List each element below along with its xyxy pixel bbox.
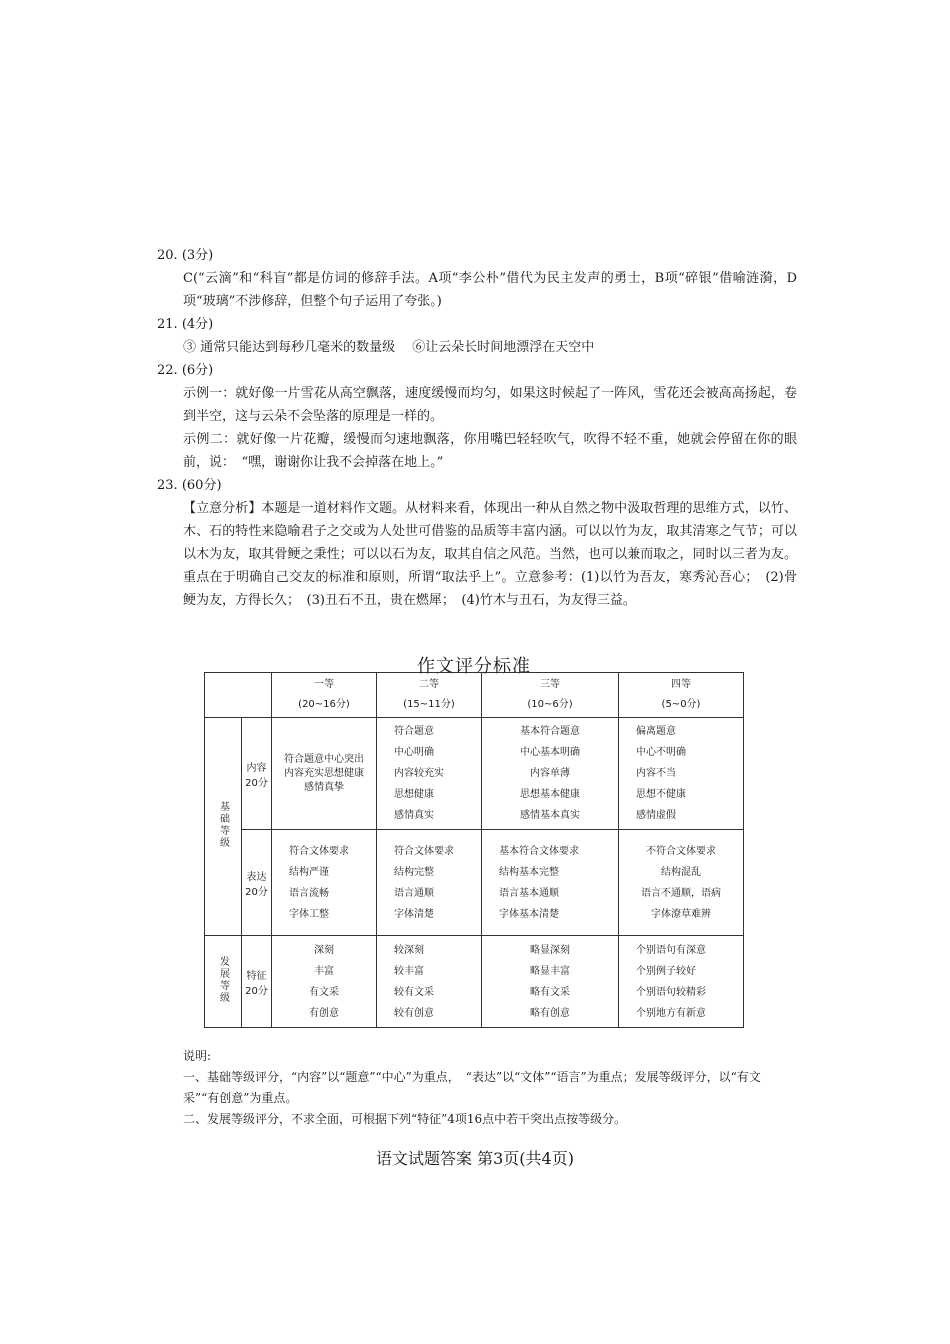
feature-label: 特征 20分 xyxy=(242,936,272,1028)
grade-header-1: 一等 (20~16分) xyxy=(272,673,377,718)
development-level-label: 发展等级 xyxy=(205,936,242,1028)
basic-level-label: 基础等级 xyxy=(205,718,242,936)
feature-grade-4: 个别语句有深意 个别例子较好 个别语句较精彩 个别地方有新意 xyxy=(619,936,744,1028)
answer-example-1: 示例一：就好像一片雪花从高空飘落，速度缓慢而均匀，如果这时候起了一阵风，雪花还会被高高扬起，卷到半空，这与云朵不会坠落的原理是一样的。 xyxy=(183,386,797,424)
notes-section xyxy=(183,1046,793,1130)
answers-section xyxy=(157,244,797,612)
question-22 xyxy=(157,359,797,474)
expression-grade-2: 符合文体要求 结构完整 语言通顺 字体清楚 xyxy=(377,830,482,936)
feature-grade-2: 较深刻 较丰富 较有文采 较有创意 xyxy=(377,936,482,1028)
note-item-2: 二、发展等级评分，不求全面，可根据下列“特征”4项16点中若干突出点按等级分。 xyxy=(183,1112,627,1126)
content-grade-1: 符合题意中心突出 内容充实思想健康 感情真挚 xyxy=(272,718,377,830)
content-label: 内容 20分 xyxy=(242,718,272,830)
question-score: (6分) xyxy=(181,363,214,378)
content-grade-3: 基本符合题意 中心基本明确 内容单薄 思想基本健康 感情基本真实 xyxy=(482,718,619,830)
feature-grade-1: 深刻 丰富 有文采 有创意 xyxy=(272,936,377,1028)
answer-text: C(“云滴”和“科盲”都是仿词的修辞手法。A项“李公朴”借代为民主发声的勇士，B项“碎银”借喻涟漪，D项“玻璃”不涉修辞，但整个句子运用了夸张。) xyxy=(183,271,797,309)
question-number: 20. xyxy=(157,248,178,263)
question-21 xyxy=(157,313,797,359)
question-number: 23. xyxy=(157,478,178,493)
notes-heading: 说明: xyxy=(183,1049,212,1063)
note-item-1: 一、基础等级评分，“内容”以“题意”“中心”为重点， “表达”以“文体”“语言”为重点；发展等级评分，以“有文采”“有创意”为重点。 xyxy=(183,1070,761,1105)
table-title: 作文评分标准 xyxy=(417,656,531,677)
question-number: 21. xyxy=(157,317,178,332)
grade-header-4: 四等 (5~0分) xyxy=(619,673,744,718)
question-score: (60分) xyxy=(181,478,222,493)
answer-example-2: 示例二：就好像一片花瓣，缓慢而匀速地飘落，你用嘴巴轻轻吹气，吹得不轻不重，她就会停留在你的眼前，说： “嘿，谢谢你让我不会掉落在地上。” xyxy=(183,432,797,470)
question-score: (4分) xyxy=(181,317,214,332)
question-number: 22. xyxy=(157,363,178,378)
expression-grade-1: 符合文体要求 结构严谨 语言流畅 字体工整 xyxy=(272,830,377,936)
expression-grade-4: 不符合文体要求 结构混乱 语言不通顺，语病 字体潦草难辨 xyxy=(619,830,744,936)
content-grade-2: 符合题意 中心明确 内容较充实 思想健康 感情真实 xyxy=(377,718,482,830)
corner-cell xyxy=(205,673,272,718)
question-20 xyxy=(157,244,797,313)
expression-grade-3: 基本符合文体要求 结构基本完整 语言基本通顺 字体基本清楚 xyxy=(482,830,619,936)
answer-analysis: 【立意分析】本题是一道材料作文题。从材料来看，体现出一种从自然之物中汲取哲理的思维方式，以竹、木、石的特性来隐喻君子之交或为人处世可借鉴的品质等丰富内涵。可以以竹为友，取其清寒之气节；可以以木为友，取其骨鲠之秉性；可以以石为友，取其自信之风范。当然，也可以兼而取之，同时以三者为友。重点在于明确自己交友的标准和原则，所谓“取法乎上”。立意参考：(1)以竹为吾友，寒秀沁吾心； (2)骨鲠为友，方得长久； (3)丑石不丑，贵在燃犀； (4)竹木与丑石，为友得三益。 xyxy=(183,501,797,608)
content-grade-4: 偏离题意 中心不明确 内容不当 思想不健康 感情虚假 xyxy=(619,718,744,830)
question-score: (3分) xyxy=(181,248,214,263)
feature-grade-3: 略显深刻 略显丰富 略有文采 略有创意 xyxy=(482,936,619,1028)
scoring-rubric-table xyxy=(204,672,744,1028)
expression-label: 表达 20分 xyxy=(242,830,272,936)
page-footer: 语文试题答案 第3页(共4页) xyxy=(376,1149,574,1168)
grade-header-2: 二等 (15~11分) xyxy=(377,673,482,718)
grade-header-3: 三等 (10~6分) xyxy=(482,673,619,718)
answer-text: ③ 通常只能达到每秒几毫米的数量级 ⑥让云朵长时间地漂浮在天空中 xyxy=(183,340,595,355)
question-23 xyxy=(157,474,797,612)
